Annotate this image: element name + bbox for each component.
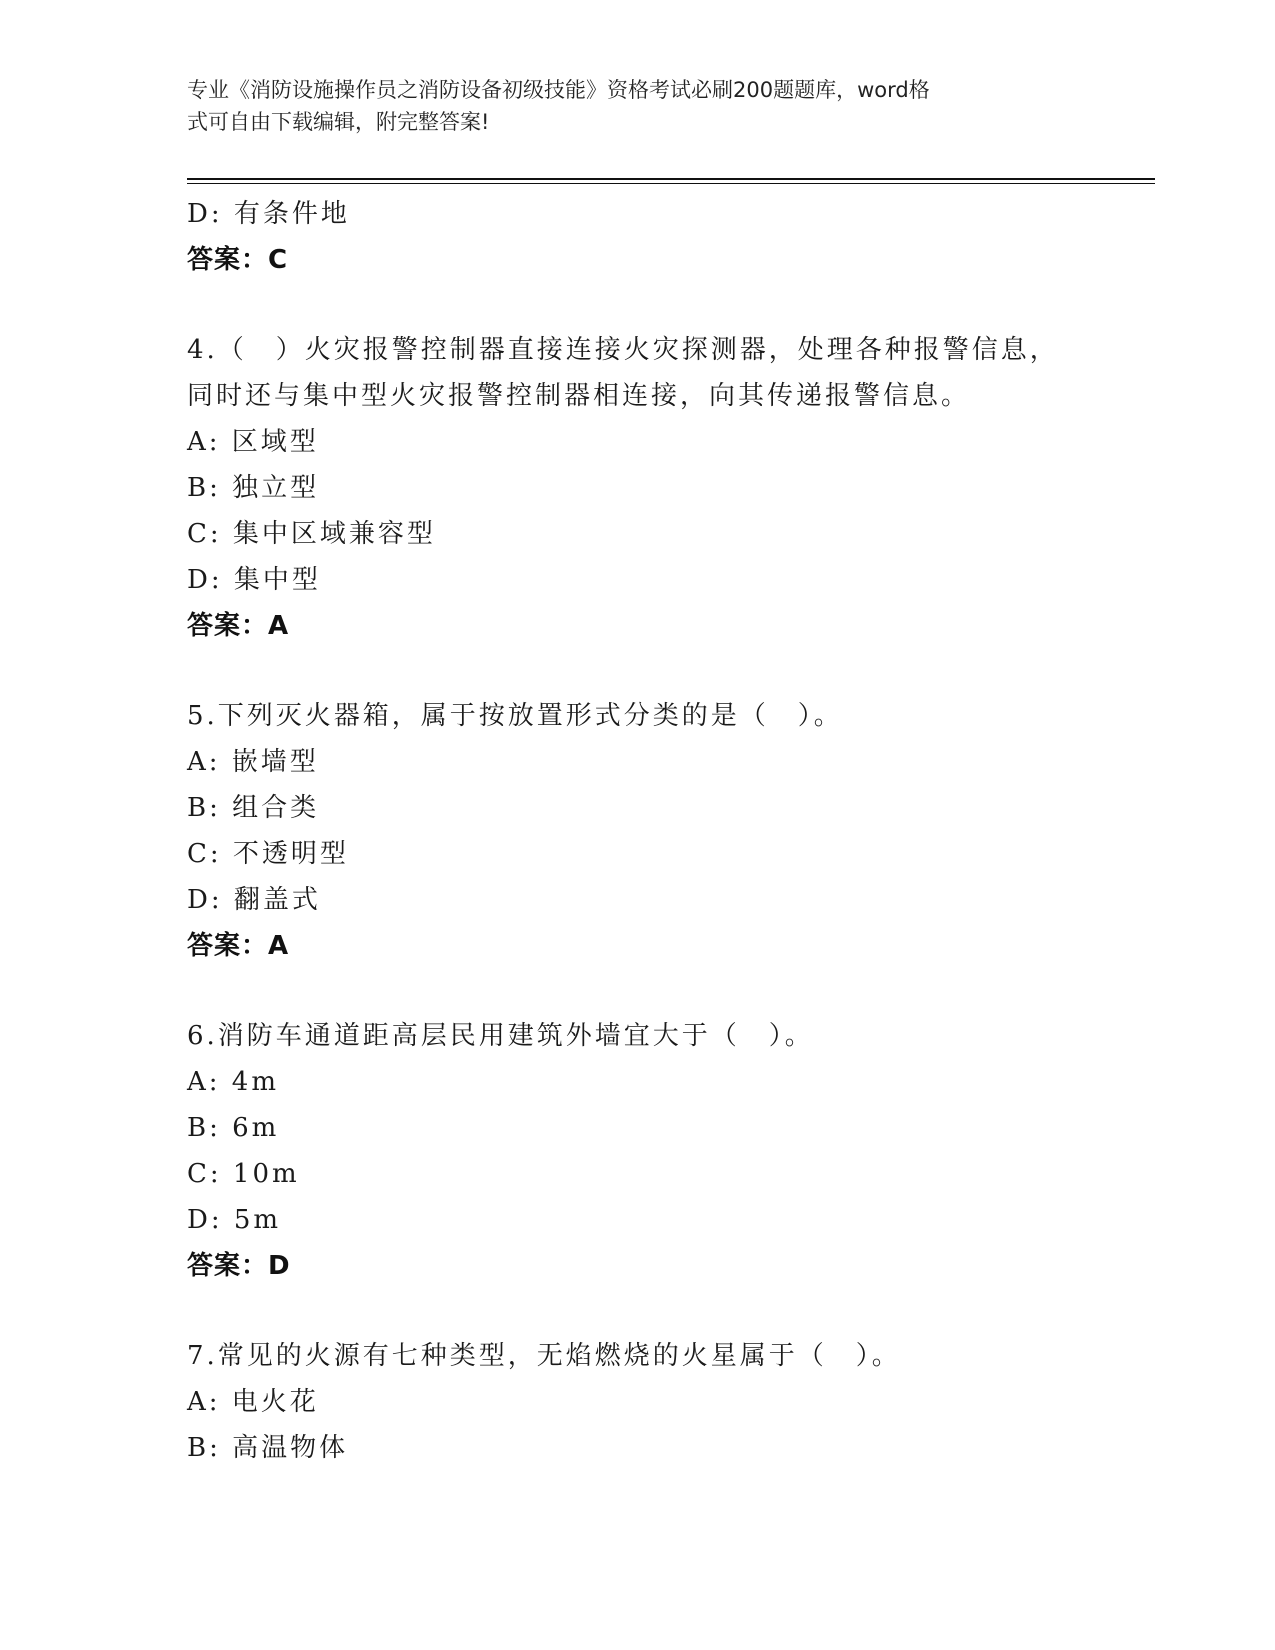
option-b: B: 6m [187,1113,280,1143]
option-c: C: 不透明型 [187,839,349,869]
answer: 答案：A [187,611,290,641]
option-c: C: 10m [187,1159,300,1189]
question-stem: 7.常见的火源有七种类型，无焰燃烧的火星属于（ ）。 [187,1341,901,1371]
answer: 答案：D [187,1251,291,1281]
question-list [187,191,1155,1471]
option-a: A: 电火花 [187,1387,319,1417]
header-line-1: 专业《消防设施操作员之消防设备初级技能》资格考试必刷200题题库，word格 [187,78,930,102]
spacer [187,283,1155,327]
question-6 [187,1013,1155,1289]
question-5 [187,693,1155,969]
spacer [187,1289,1155,1333]
page-header [187,74,1067,138]
option-b: B: 组合类 [187,793,320,823]
option-d: D: 有条件地 [187,199,350,229]
question-4 [187,327,1155,649]
option-d: D: 翻盖式 [187,885,321,915]
question-stem: 6.消防车通道距高层民用建筑外墙宜大于（ ）。 [187,1021,814,1051]
answer: 答案：A [187,931,290,961]
header-divider [187,178,1155,182]
question-stem: 4.（ ）火灾报警控制器直接连接火灾探测器，处理各种报警信息， [187,335,1059,365]
option-c: C: 集中区域兼容型 [187,519,436,549]
question-stem: 5.下列灭火器箱，属于按放置形式分类的是（ ）。 [187,701,843,731]
spacer [187,649,1155,693]
option-a: A: 区域型 [187,427,319,457]
question-7 [187,1333,1155,1471]
header-line-2: 式可自由下载编辑，附完整答案! [187,110,490,134]
option-b: B: 高温物体 [187,1433,349,1463]
option-a: A: 4m [187,1067,279,1097]
option-d: D: 集中型 [187,565,321,595]
answer: 答案：C [187,245,289,275]
option-d: D: 5m [187,1205,282,1235]
option-b: B: 独立型 [187,473,320,503]
spacer [187,969,1155,1013]
question-stem-continued: 同时还与集中型火灾报警控制器相连接，向其传递报警信息。 [187,381,971,411]
option-a: A: 嵌墙型 [187,747,319,777]
